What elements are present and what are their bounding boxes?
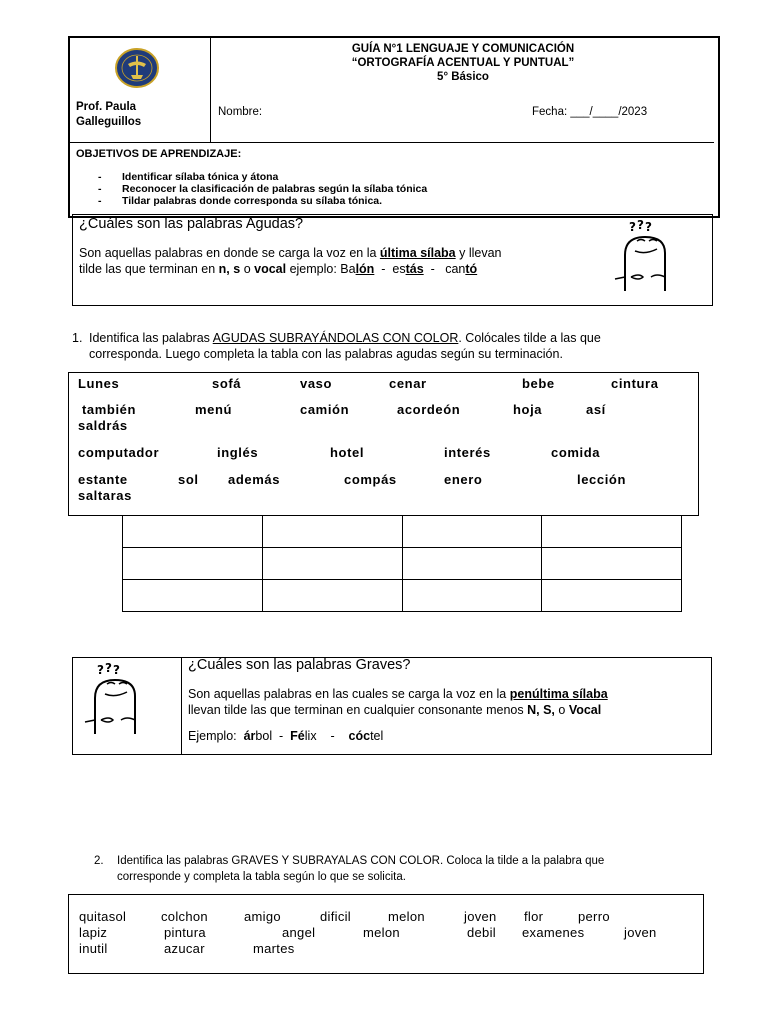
- word: saltaras: [78, 488, 132, 503]
- objectives-title: OBJETIVOS DE APRENDIZAJE:: [76, 148, 242, 160]
- table-cell[interactable]: [262, 548, 402, 580]
- word: pintura: [164, 925, 206, 940]
- word: cenar: [389, 376, 427, 391]
- word: además: [228, 472, 281, 487]
- teacher-name-line: Prof. Paula: [76, 101, 137, 113]
- word: Lunes: [78, 376, 120, 391]
- school-logo: [114, 48, 160, 88]
- objective-item: - Reconocer la clasificación de palabras según la sílaba tónica: [98, 183, 428, 195]
- graves-definition-box: [72, 657, 712, 755]
- word: flor: [524, 909, 544, 924]
- word: quitasol: [79, 909, 127, 924]
- svg-text:?: ?: [645, 220, 652, 234]
- grade-label: 5° Básico: [437, 71, 489, 83]
- objective-item: - Identificar sílaba tónica y átona: [98, 171, 279, 183]
- table-row: [123, 548, 682, 580]
- word: bebe: [522, 376, 555, 391]
- table-cell[interactable]: [123, 516, 263, 548]
- table-cell[interactable]: [402, 548, 542, 580]
- agudas-question: ¿Cuáles son las palabras Agudas?: [79, 216, 304, 232]
- worksheet-header: [68, 36, 720, 218]
- objective-text: Tildar palabras donde corresponda su sílaba tónica.: [122, 195, 383, 207]
- header-divider: [210, 38, 211, 142]
- header-divider: [70, 142, 714, 143]
- word: azucar: [164, 941, 205, 956]
- task-number: 2.: [94, 855, 104, 867]
- word: cintura: [611, 376, 659, 391]
- table-cell[interactable]: [402, 580, 542, 612]
- confused-character-drawing: [611, 219, 685, 295]
- task-2-instructions: [94, 853, 734, 885]
- guide-title: GUÍA N°1 LENGUAJE Y COMUNICACIÓN: [351, 43, 575, 55]
- word: hoja: [513, 402, 543, 417]
- date-field-label: Fecha: ___/____/2023: [532, 106, 648, 118]
- word: comida: [551, 445, 601, 460]
- task-number: 1.: [72, 331, 83, 345]
- word: amigo: [244, 909, 281, 924]
- objective-text: Reconocer la clasificación de palabras según la sílaba tónica: [122, 183, 428, 195]
- word: joven: [624, 925, 657, 940]
- word: vaso: [300, 376, 333, 391]
- word: colchon: [161, 909, 208, 924]
- graves-question: ¿Cuáles son las palabras Graves?: [188, 657, 411, 673]
- task-1-instructions: [72, 330, 722, 362]
- svg-text:?: ?: [105, 662, 112, 675]
- word: hotel: [330, 445, 365, 460]
- teacher-name: [76, 100, 141, 130]
- word: computador: [78, 445, 160, 460]
- agudas-definition-line: tilde las que terminan en n, s o vocal ejemplo: Balón - estás - cantó: [79, 262, 478, 276]
- word: sofá: [212, 376, 242, 391]
- table-cell[interactable]: [123, 548, 263, 580]
- word: melon: [363, 925, 400, 940]
- word: interés: [444, 445, 491, 460]
- table-cell[interactable]: [542, 516, 682, 548]
- graves-example-line: Ejemplo: árbol - Félix - cóctel: [188, 729, 384, 743]
- task-line: Identifica las palabras GRAVES Y SUBRAYALAS CON COLOR. Coloca la tilde a la palabra que: [117, 855, 605, 867]
- objective-text: Identificar sílaba tónica y átona: [122, 171, 279, 183]
- word: así: [586, 402, 606, 417]
- agudas-definition-line: Son aquellas palabras en donde se carga la voz en la última sílaba y llevan: [79, 246, 502, 260]
- word: inglés: [217, 445, 259, 460]
- word: enero: [444, 472, 483, 487]
- agudas-word-bank: [68, 372, 699, 516]
- box-divider: [181, 658, 182, 754]
- table-cell[interactable]: [402, 516, 542, 548]
- graves-definition-line: Son aquellas palabras en las cuales se carga la voz en la penúltima sílaba: [188, 687, 608, 701]
- word: perro: [578, 909, 610, 924]
- confused-character-drawing: [81, 662, 155, 738]
- word: compás: [344, 472, 397, 487]
- word: sol: [178, 472, 199, 487]
- table-row: [123, 516, 682, 548]
- word: dificil: [320, 909, 351, 924]
- guide-subtitle: “ORTOGRAFÍA ACENTUAL Y PUNTUAL”: [351, 57, 575, 69]
- word: saldrás: [78, 418, 128, 433]
- word: debil: [467, 925, 496, 940]
- agudas-answer-table: [122, 516, 682, 604]
- word: melon: [388, 909, 425, 924]
- word: lapiz: [79, 925, 108, 940]
- word: martes: [253, 941, 295, 956]
- word: acordeón: [397, 402, 461, 417]
- teacher-name-line: Galleguillos: [76, 116, 142, 128]
- table-cell[interactable]: [262, 516, 402, 548]
- task-line: Identifica las palabras AGUDAS SUBRAYÁNDOLAS CON COLOR. Colócales tilde a las que: [89, 331, 601, 345]
- table-cell[interactable]: [542, 580, 682, 612]
- word: examenes: [522, 925, 585, 940]
- table-cell[interactable]: [123, 580, 263, 612]
- objective-item: - Tildar palabras donde corresponda su sílaba tónica.: [98, 195, 383, 207]
- svg-text:?: ?: [97, 663, 104, 677]
- name-field-label: Nombre:: [218, 106, 263, 118]
- table-cell[interactable]: [542, 548, 682, 580]
- task-line: corresponde y completa la tabla según lo que se solicita.: [117, 871, 406, 883]
- word: angel: [282, 925, 316, 940]
- word: también: [82, 402, 137, 417]
- table-cell[interactable]: [262, 580, 402, 612]
- agudas-definition-box: [72, 214, 713, 306]
- word: estante: [78, 472, 128, 487]
- graves-definition-line: llevan tilde las que terminan en cualquier consonante menos N, S, o Vocal: [188, 703, 602, 717]
- word: inutil: [79, 941, 108, 956]
- word: menú: [195, 402, 233, 417]
- word: lección: [577, 472, 626, 487]
- graves-word-bank: [68, 894, 704, 974]
- table-row: [123, 580, 682, 612]
- svg-text:?: ?: [637, 219, 644, 232]
- svg-text:?: ?: [113, 663, 120, 677]
- task-line: corresponda. Luego completa la tabla con las palabras agudas según su terminación.: [89, 347, 563, 361]
- svg-text:?: ?: [629, 220, 636, 234]
- word: camión: [300, 402, 350, 417]
- word: joven: [464, 909, 497, 924]
